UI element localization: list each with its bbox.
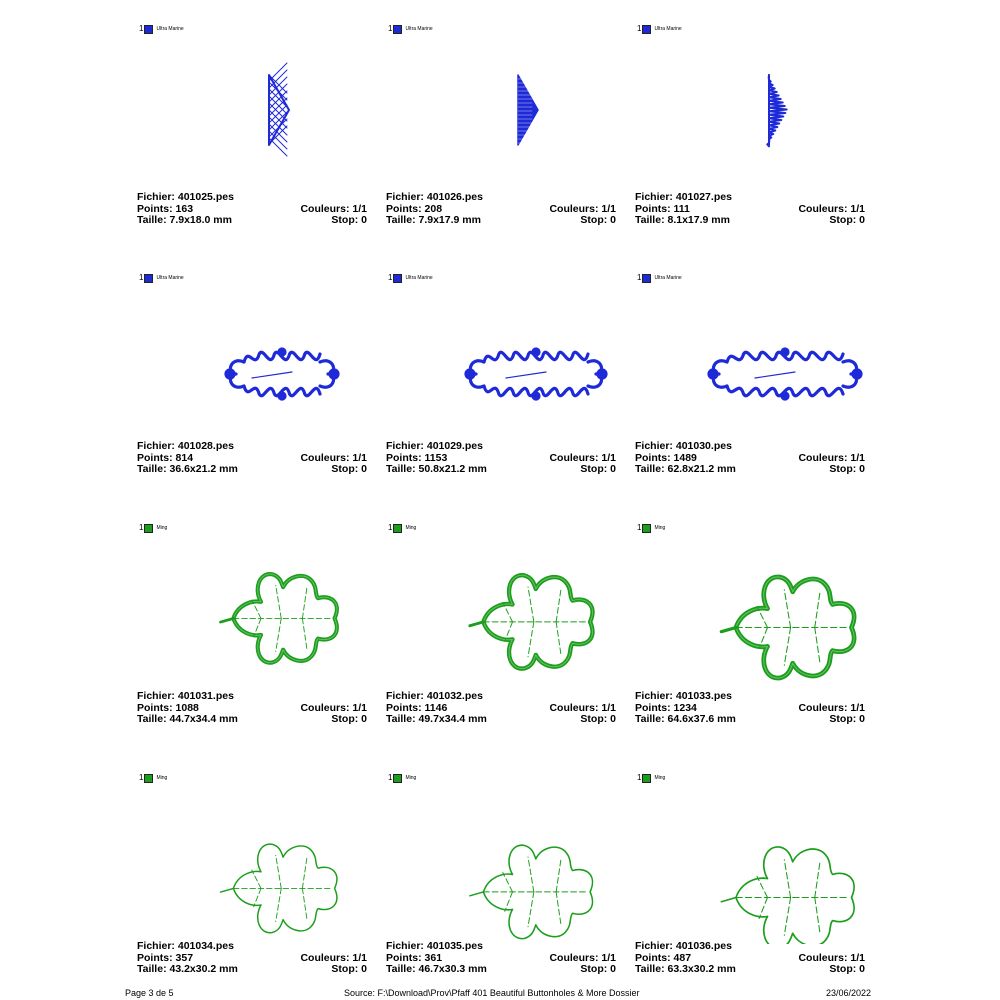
thread-color-swatch xyxy=(393,274,402,283)
thread-color-swatch xyxy=(393,25,402,34)
points-value: 1088 xyxy=(175,701,199,714)
file-label: Fichier: xyxy=(137,940,175,952)
design-card xyxy=(635,20,873,230)
size-value: 43.2x30.2 mm xyxy=(169,963,238,975)
colors-value: 1/1 xyxy=(352,202,367,215)
file-label: Fichier: xyxy=(635,440,673,452)
stop-value: 0 xyxy=(361,713,367,725)
size-value: 63.3x30.2 mm xyxy=(667,963,736,975)
design-card xyxy=(635,769,873,979)
size-value: 64.6x37.6 mm xyxy=(667,713,736,725)
size-label: Taille: xyxy=(635,463,665,475)
file-label: Fichier: xyxy=(635,940,673,952)
colors-label: Couleurs: xyxy=(300,951,350,964)
stop-label: Stop: xyxy=(580,463,608,475)
embroidery-design-preview xyxy=(207,294,375,444)
design-card xyxy=(386,769,624,979)
colors-label: Couleurs: xyxy=(300,701,350,714)
stop-value: 0 xyxy=(361,214,367,226)
size-value: 36.6x21.2 mm xyxy=(169,463,238,475)
size-label: Taille: xyxy=(137,214,167,226)
colors-value: 1/1 xyxy=(601,701,616,714)
size-label: Taille: xyxy=(635,713,665,725)
size-line xyxy=(386,215,481,227)
embroidery-design-preview xyxy=(207,45,375,195)
size-line xyxy=(635,464,736,476)
thread-color-name: Ultra Marine xyxy=(405,26,433,32)
stop-line xyxy=(580,964,616,976)
stop-label: Stop: xyxy=(331,963,359,975)
colors-label: Couleurs: xyxy=(549,202,599,215)
design-info xyxy=(386,192,616,227)
stop-value: 0 xyxy=(859,463,865,475)
colors-label: Couleurs: xyxy=(549,451,599,464)
thread-color-name: Ming xyxy=(156,775,168,781)
stop-line xyxy=(331,215,367,227)
stop-value: 0 xyxy=(610,463,616,475)
file-label: Fichier: xyxy=(635,690,673,702)
embroidery-design-preview xyxy=(705,45,873,195)
thread-number: 1 xyxy=(388,523,393,532)
thread-color-swatch xyxy=(642,524,651,533)
design-info xyxy=(386,941,616,976)
design-card xyxy=(137,519,375,729)
stop-value: 0 xyxy=(859,214,865,226)
points-value: 1234 xyxy=(673,701,697,714)
size-label: Taille: xyxy=(386,214,416,226)
points-label: Points: xyxy=(386,951,422,964)
thread-color-legend xyxy=(637,23,682,35)
colors-value: 1/1 xyxy=(601,451,616,464)
stop-line xyxy=(580,464,616,476)
size-value: 46.7x30.3 mm xyxy=(418,963,487,975)
thread-color-name: Ultra Marine xyxy=(654,26,682,32)
file-label: Fichier: xyxy=(386,690,424,702)
thread-number: 1 xyxy=(637,773,642,782)
points-value: 111 xyxy=(673,202,690,215)
stop-value: 0 xyxy=(610,963,616,975)
embroidery-design-preview xyxy=(705,794,873,944)
thread-color-legend xyxy=(139,772,167,784)
colors-value: 1/1 xyxy=(352,701,367,714)
size-line xyxy=(635,714,736,726)
embroidery-design-preview xyxy=(456,294,624,444)
thread-color-name: Ultra Marine xyxy=(654,275,682,281)
size-value: 8.1x17.9 mm xyxy=(667,214,730,226)
thread-color-name: Ming xyxy=(654,525,666,531)
stop-label: Stop: xyxy=(829,463,857,475)
size-label: Taille: xyxy=(386,713,416,725)
stop-label: Stop: xyxy=(331,463,359,475)
size-value: 62.8x21.2 mm xyxy=(667,463,736,475)
design-info xyxy=(635,441,865,476)
file-label: Fichier: xyxy=(137,191,175,203)
size-line xyxy=(137,464,238,476)
colors-value: 1/1 xyxy=(352,951,367,964)
size-label: Taille: xyxy=(137,713,167,725)
thread-number: 1 xyxy=(139,24,144,33)
stop-value: 0 xyxy=(610,214,616,226)
stop-value: 0 xyxy=(859,963,865,975)
thread-number: 1 xyxy=(388,24,393,33)
stop-value: 0 xyxy=(361,463,367,475)
embroidery-design-preview xyxy=(705,544,873,694)
design-info xyxy=(635,691,865,726)
colors-value: 1/1 xyxy=(850,951,865,964)
colors-label: Couleurs: xyxy=(549,951,599,964)
file-value: 401026.pes xyxy=(426,191,483,203)
stop-line xyxy=(580,714,616,726)
thread-color-swatch xyxy=(642,274,651,283)
stop-label: Stop: xyxy=(580,214,608,226)
file-label: Fichier: xyxy=(137,440,175,452)
colors-label: Couleurs: xyxy=(798,451,848,464)
thread-color-name: Ming xyxy=(156,525,168,531)
points-label: Points: xyxy=(635,701,671,714)
points-label: Points: xyxy=(635,951,671,964)
stop-line xyxy=(580,215,616,227)
thread-color-legend xyxy=(388,772,416,784)
thread-color-swatch xyxy=(642,774,651,783)
thread-color-legend xyxy=(139,23,184,35)
points-value: 208 xyxy=(424,202,443,215)
embroidery-design-preview xyxy=(456,544,624,694)
print-date: 23/06/2022 xyxy=(826,988,872,998)
size-value: 49.7x34.4 mm xyxy=(418,713,487,725)
stop-label: Stop: xyxy=(331,713,359,725)
colors-value: 1/1 xyxy=(850,701,865,714)
colors-label: Couleurs: xyxy=(300,202,350,215)
file-label: Fichier: xyxy=(137,690,175,702)
size-value: 7.9x18.0 mm xyxy=(169,214,232,226)
file-label: Fichier: xyxy=(386,440,424,452)
design-info xyxy=(635,941,865,976)
file-value: 401027.pes xyxy=(675,191,732,203)
thread-number: 1 xyxy=(637,273,642,282)
design-card xyxy=(137,269,375,479)
embroidery-design-preview xyxy=(456,45,624,195)
thread-color-legend xyxy=(637,772,665,784)
file-value: 401035.pes xyxy=(426,940,483,952)
points-label: Points: xyxy=(137,951,173,964)
thread-color-swatch xyxy=(144,524,153,533)
design-info xyxy=(386,441,616,476)
design-info xyxy=(635,192,865,227)
thread-color-swatch xyxy=(393,774,402,783)
embroidery-design-preview xyxy=(207,794,375,944)
design-info xyxy=(137,691,367,726)
points-value: 814 xyxy=(175,451,194,464)
points-label: Points: xyxy=(137,701,173,714)
size-value: 44.7x34.4 mm xyxy=(169,713,238,725)
colors-label: Couleurs: xyxy=(798,202,848,215)
points-value: 487 xyxy=(673,951,692,964)
thread-color-name: Ultra Marine xyxy=(156,275,184,281)
stop-line xyxy=(829,464,865,476)
thread-color-legend xyxy=(139,522,167,534)
file-value: 401029.pes xyxy=(426,440,483,452)
points-value: 1153 xyxy=(424,451,448,464)
size-line xyxy=(635,964,736,976)
stop-label: Stop: xyxy=(829,713,857,725)
points-value: 357 xyxy=(175,951,194,964)
design-card xyxy=(635,519,873,729)
size-value: 7.9x17.9 mm xyxy=(418,214,481,226)
design-card xyxy=(386,269,624,479)
points-value: 163 xyxy=(175,202,194,215)
stop-line xyxy=(829,714,865,726)
file-value: 401028.pes xyxy=(177,440,234,452)
file-label: Fichier: xyxy=(635,191,673,203)
file-label: Fichier: xyxy=(386,191,424,203)
size-line xyxy=(386,464,487,476)
design-card xyxy=(386,519,624,729)
embroidery-design-preview xyxy=(207,544,375,694)
thread-color-name: Ming xyxy=(654,775,666,781)
points-label: Points: xyxy=(635,202,671,215)
design-info xyxy=(137,941,367,976)
colors-label: Couleurs: xyxy=(549,701,599,714)
colors-value: 1/1 xyxy=(601,202,616,215)
size-label: Taille: xyxy=(137,463,167,475)
points-label: Points: xyxy=(386,202,422,215)
thread-number: 1 xyxy=(637,523,642,532)
thread-color-swatch xyxy=(144,774,153,783)
file-value: 401033.pes xyxy=(675,690,732,702)
thread-color-name: Ultra Marine xyxy=(156,26,184,32)
thread-color-legend xyxy=(388,522,416,534)
size-line xyxy=(137,964,238,976)
size-label: Taille: xyxy=(386,963,416,975)
size-line xyxy=(137,714,238,726)
stop-label: Stop: xyxy=(331,214,359,226)
thread-color-legend xyxy=(637,272,682,284)
design-info xyxy=(137,192,367,227)
file-value: 401025.pes xyxy=(177,191,234,203)
design-info xyxy=(386,691,616,726)
thread-color-swatch xyxy=(642,25,651,34)
file-value: 401036.pes xyxy=(675,940,732,952)
embroidery-design-preview xyxy=(456,794,624,944)
size-label: Taille: xyxy=(137,963,167,975)
design-card xyxy=(635,269,873,479)
thread-number: 1 xyxy=(139,773,144,782)
thread-number: 1 xyxy=(139,523,144,532)
file-value: 401034.pes xyxy=(177,940,234,952)
stop-line xyxy=(331,964,367,976)
thread-color-legend xyxy=(388,23,433,35)
colors-label: Couleurs: xyxy=(300,451,350,464)
thread-number: 1 xyxy=(637,24,642,33)
thread-color-name: Ming xyxy=(405,525,417,531)
stop-line xyxy=(829,215,865,227)
source-path: Source: F:\Download\Prov\Pfaff 401 Beautiful Buttonholes & More Dossier xyxy=(344,988,640,998)
points-label: Points: xyxy=(137,202,173,215)
points-label: Points: xyxy=(137,451,173,464)
size-label: Taille: xyxy=(635,963,665,975)
colors-value: 1/1 xyxy=(850,451,865,464)
thread-color-name: Ming xyxy=(405,775,417,781)
page-number: Page 3 de 5 xyxy=(125,988,174,998)
thread-number: 1 xyxy=(388,773,393,782)
stop-label: Stop: xyxy=(580,713,608,725)
stop-value: 0 xyxy=(610,713,616,725)
stop-label: Stop: xyxy=(829,963,857,975)
file-label: Fichier: xyxy=(386,940,424,952)
size-line xyxy=(137,215,232,227)
size-line xyxy=(635,215,730,227)
points-label: Points: xyxy=(635,451,671,464)
size-line xyxy=(386,964,487,976)
colors-value: 1/1 xyxy=(352,451,367,464)
colors-value: 1/1 xyxy=(601,951,616,964)
points-label: Points: xyxy=(386,701,422,714)
design-card xyxy=(386,20,624,230)
design-card xyxy=(137,20,375,230)
thread-number: 1 xyxy=(388,273,393,282)
points-value: 1489 xyxy=(673,451,697,464)
stop-line xyxy=(331,714,367,726)
colors-value: 1/1 xyxy=(850,202,865,215)
thread-color-name: Ultra Marine xyxy=(405,275,433,281)
file-value: 401031.pes xyxy=(177,690,234,702)
design-card xyxy=(137,769,375,979)
stop-line xyxy=(331,464,367,476)
points-label: Points: xyxy=(386,451,422,464)
thread-color-swatch xyxy=(393,524,402,533)
stop-line xyxy=(829,964,865,976)
thread-color-legend xyxy=(388,272,433,284)
design-info xyxy=(137,441,367,476)
size-value: 50.8x21.2 mm xyxy=(418,463,487,475)
thread-color-swatch xyxy=(144,25,153,34)
embroidery-design-preview xyxy=(705,294,873,444)
colors-label: Couleurs: xyxy=(798,701,848,714)
points-value: 361 xyxy=(424,951,443,964)
stop-label: Stop: xyxy=(829,214,857,226)
colors-label: Couleurs: xyxy=(798,951,848,964)
thread-color-swatch xyxy=(144,274,153,283)
file-value: 401032.pes xyxy=(426,690,483,702)
thread-color-legend xyxy=(637,522,665,534)
stop-value: 0 xyxy=(361,963,367,975)
size-line xyxy=(386,714,487,726)
stop-value: 0 xyxy=(859,713,865,725)
size-label: Taille: xyxy=(635,214,665,226)
thread-color-legend xyxy=(139,272,184,284)
size-label: Taille: xyxy=(386,463,416,475)
points-value: 1146 xyxy=(424,701,448,714)
stop-label: Stop: xyxy=(580,963,608,975)
file-value: 401030.pes xyxy=(675,440,732,452)
thread-number: 1 xyxy=(139,273,144,282)
